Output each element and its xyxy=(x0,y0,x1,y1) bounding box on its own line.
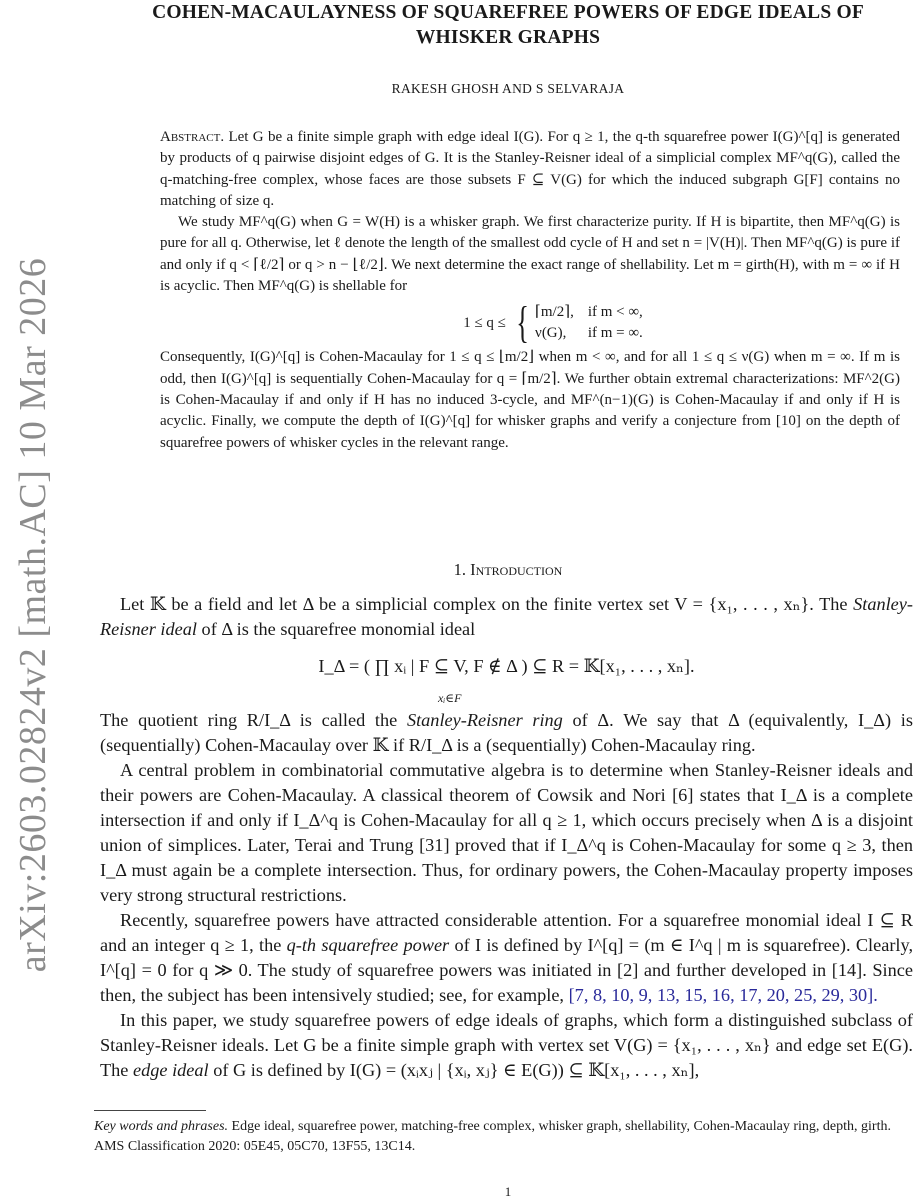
term-stanley-reisner-ideal: Stanley-Reisner ideal xyxy=(100,594,913,639)
ams-classification: AMS Classification 2020: 05E45, 05C70, 13F55, 13C14. xyxy=(94,1138,416,1154)
abstract xyxy=(160,127,900,454)
intro-p1-text-end: of Δ is the squarefree monomial ideal xyxy=(201,619,476,639)
intro-paragraph-5 xyxy=(100,1008,913,1083)
citation-links[interactable]: [7, 8, 10, 9, 13, 15, 16, 17, 20, 25, 29, 30]. xyxy=(568,985,878,1005)
case-row xyxy=(535,302,657,323)
display-equation: I_Δ = ( ∏ xᵢ | F ⊆ V, F ∉ Δ ) ⊆ R = 𝕂[x₁, . . . , xₙ]. xyxy=(318,656,695,676)
title-line-2: WHISKER GRAPHS xyxy=(415,27,601,48)
term-stanley-reisner-ring: Stanley-Reisner ring xyxy=(406,710,563,730)
case-condition: if m < ∞, xyxy=(587,304,643,321)
abstract-paragraph-2: We study MF^q(G) when G = W(H) is a whisker graph. We first characterize purity. If H is bipartite, then MF^q(G) is pure for all q. Otherwise, let ℓ denote the length of the smallest odd cycle of H and set n = |V(H)|. Then MF^q(G) is pure if and only if q < ⌈ℓ/2⌉ or q > n − ⌊ℓ/2⌋. We next determine the exact range of shellability. Let m = girth(H), with m = ∞ if H is acyclic. Then MF^q(G) is shellable for xyxy=(160,214,900,295)
case-row xyxy=(535,323,657,344)
intro-p1-text: Let 𝕂 be a field and let Δ be a simplicial complex on the finite vertex set V = {x₁, . . . , xₙ}. The xyxy=(120,594,848,614)
abstract-paragraph-1 xyxy=(160,127,900,212)
arxiv-identifier-stamp xyxy=(8,230,58,1000)
intro-paragraph-2 xyxy=(100,708,913,758)
authors: RAKESH GHOSH AND S SELVARAJA xyxy=(391,81,625,96)
page-number: 1 xyxy=(504,1184,512,1199)
case-value: ⌈m/2⌉, xyxy=(535,304,574,321)
abstract-text-1: Let G be a finite simple graph with edge ideal I(G). For q ≥ 1, the q-th squarefree power I(G)^[q] is generated by products of q pairwise disjoint edges of G. It is the Stanley-Reisner ideal of a simplicial complex MF^q(G), called the q-matching-free complex, whose faces are those subsets F ⊆ V(G) for which the induced subgraph G[F] contains no matching of size q. xyxy=(160,129,900,209)
stanley-reisner-ideal-equation xyxy=(100,646,913,708)
intro-paragraph-4 xyxy=(100,908,913,1008)
intro-p5-text: In this paper, we study squarefree powers of edge ideals of graphs, which form a distinguished subclass of Stanley-Reisner ideals. Let G be a finite simple graph with vertex set V(G) = {x₁, . . . , xₙ} and edge set E(G). The xyxy=(100,1010,913,1080)
intro-p2-text-end: of Δ. We say that Δ (equivalently, I_Δ) is (sequentially) Cohen-Macaulay over 𝕂 if R/I_Δ is a (sequentially) Cohen-Macaulay ring. xyxy=(100,710,913,755)
keywords-footnote xyxy=(94,1117,914,1137)
footnote-divider xyxy=(94,1110,206,1111)
product-subscript: xᵢ∈F xyxy=(438,691,462,705)
title-line-1: COHEN-MACAULAYNESS OF SQUAREFREE POWERS OF EDGE IDEALS OF xyxy=(152,2,864,23)
term-squarefree-power: q-th squarefree power xyxy=(286,935,450,955)
case-condition: if m = ∞. xyxy=(587,325,643,342)
cases-lhs: 1 ≤ q ≤ xyxy=(463,314,506,331)
cases-table xyxy=(535,302,657,344)
intro-p2-text: The quotient ring R/I_Δ is called the xyxy=(100,710,398,730)
intro-p4-text-mid: of I is defined by I^[q] = (m ∈ I^q | m is squarefree). Clearly, I^[q] = 0 for q ≫ 0. The study of squarefree powers was initiated in [2] and further developed in [14]. Since then, the subject has been intensively studied; see, for example, xyxy=(100,935,914,1005)
keywords-text: Edge ideal, squarefree power, matching-free complex, whisker graph, shellability, Cohen-Macaulay ring, depth, girth. xyxy=(231,1119,891,1134)
shellability-cases-equation xyxy=(220,298,900,348)
footnotes xyxy=(94,1117,914,1156)
intro-p4-text: Recently, squarefree powers have attracted considerable attention. For a squarefree monomial ideal I ⊆ R and an integer q ≥ 1, the xyxy=(100,910,913,955)
keywords-label: Key words and phrases. xyxy=(94,1119,229,1134)
section-heading-introduction xyxy=(100,560,916,580)
term-edge-ideal: edge ideal xyxy=(133,1060,209,1080)
case-value: ν(G), xyxy=(535,325,567,342)
intro-p5-text-end: of G is defined by I(G) = (xᵢxⱼ | {xᵢ, xⱼ} ∈ E(G)) ⊆ 𝕂[x₁, . . . , xₙ], xyxy=(213,1060,700,1080)
paper-title xyxy=(100,0,916,50)
section-title: Introduction xyxy=(470,560,563,579)
abstract-label: Abstract. xyxy=(160,129,225,145)
left-brace-symbol: { xyxy=(516,298,529,348)
intro-paragraph-3: A central problem in combinatorial commutative algebra is to determine when Stanley-Reisner ideals and their powers are Cohen-Macaulay. A classical theorem of Cowsik and Nori [6] states that I_Δ is a complete intersection if and only if I_Δ^q is Cohen-Macaulay for all q ≥ 1, which occurs precisely when Δ is a disjoint union of simplices. Later, Terai and Trung [31] proved that if I_Δ^q is Cohen-Macaulay for some q ≥ 3, then I_Δ must again be a complete intersection. Thus, for ordinary powers, the Cohen-Macaulay property imposes very strong structural restrictions. xyxy=(100,760,913,905)
section-number: 1. xyxy=(453,560,467,579)
abstract-paragraph-3: Consequently, I(G)^[q] is Cohen-Macaulay for 1 ≤ q ≤ ⌊m/2⌋ when m < ∞, and for all 1 ≤ q ≤ ν(G) when m = ∞. If m is odd, then I(G)^[q] is sequentially Cohen-Macaulay for q = ⌈m/2⌉. We further obtain extremal characterizations: MF^2(G) is Cohen-Macaulay if and only if H has no induced 3-cycle, and MF^(n−1)(G) is Cohen-Macaulay if and only if H is acyclic. Finally, we compute the depth of I(G)^[q] for whisker graphs and verify a conjecture from [10] on the depth of squarefree powers of whisker cycles in the relevant range. xyxy=(160,349,900,451)
introduction-body xyxy=(100,592,913,1083)
arxiv-stamp-text: arXiv:2603.02824v2 [math.AC] 10 Mar 2026 xyxy=(12,257,54,973)
intro-paragraph-1 xyxy=(100,592,913,642)
